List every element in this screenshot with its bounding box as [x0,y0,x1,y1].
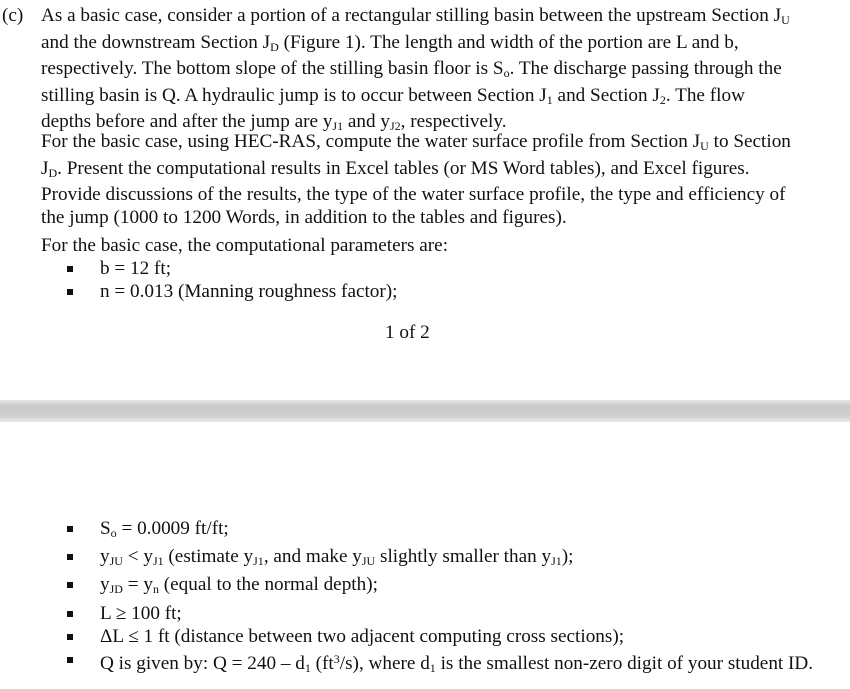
part-label: (c) [2,5,24,26]
paragraph-basic-case: As a basic case, consider a portion of a rectangular stilling basin between the upstream Section $J_U$ and the downstream Section $J_D$ (Figure 1). The length and width of the portion are L and b, respectively. The bottom slope of the stilling basin floor is $S_o$. The discharge passing through the stilling basin is Q. A hydraulic jump is to occur between Section $J_1$ and Section $J_2$. The flow depths before and after the jump are $y_{J1}$ and $y_{J2}$, respectively. [41,5,790,134]
paragraph-hec-ras-task: For the basic case, using HEC-RAS, compute the water surface profile from Section $J_U$ to Section $J_D$. Present the computational results in Excel tables (or MS Word tables), and Excel figures. Provide discussions of the results, the type of the water surface profile, the type and efficiency of the jump (1000 to 1200 Words, in addition to the tables and figures). [41,131,791,228]
page-separator [0,400,850,422]
list-item: b = 12 ft; [67,257,398,280]
list-item: L ≥ 100 ft; [67,602,820,625]
list-item: $y_{JU} < y_{J1}$ (estimate $y_{J1}$, and make $y_{JU}$ slightly smaller than $y_{J1}$); [67,545,820,573]
list-item: Q is given by: $Q = 240 - d_1$ $(ft^3/s)$, where $d_1$ is the smallest non-zero digit of your student ID. [67,648,820,680]
list-item: ΔL ≤ 1 ft (distance between two adjacent computing cross sections); [67,625,820,648]
parameters-list-page2 [67,517,820,680]
list-item: $y_{JD} = y_n$ (equal to the normal depth); [67,573,820,601]
parameters-list-page1 [67,257,398,303]
list-item: $S_o = 0.0009$ ft/ft; [67,517,820,545]
parameters-intro: For the basic case, the computational parameters are: [41,235,449,256]
page-number: 1 of 2 [385,322,430,343]
list-item: n = 0.013 (Manning roughness factor); [67,280,398,303]
